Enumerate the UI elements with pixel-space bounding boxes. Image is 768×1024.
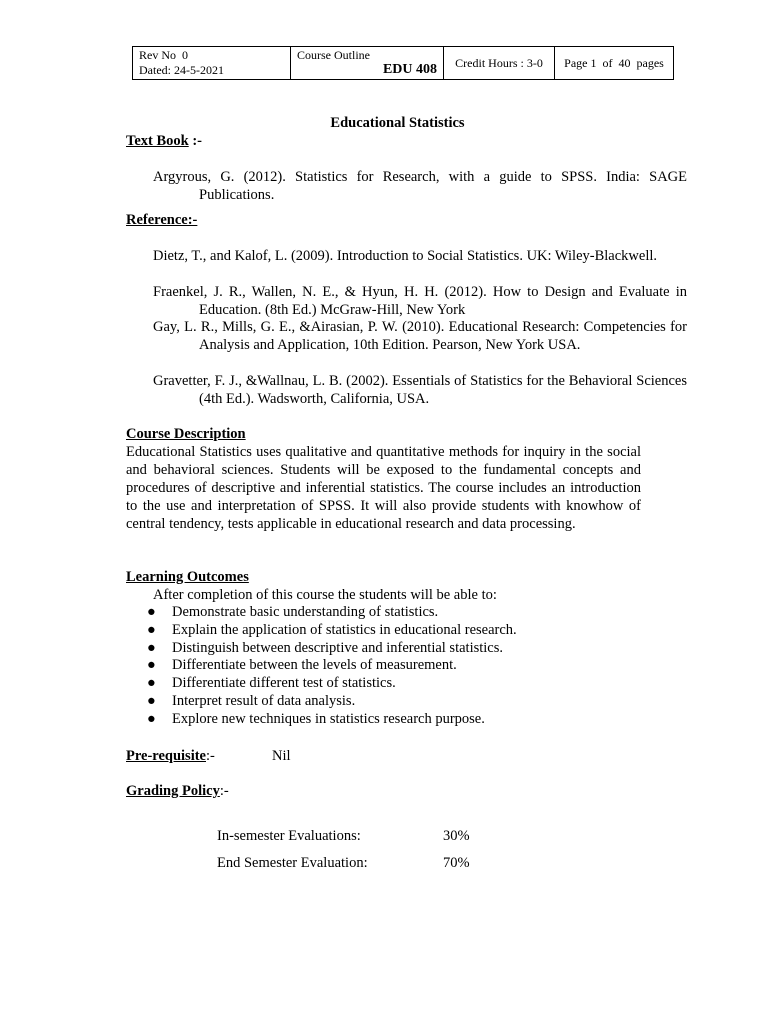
course-description-text: Educational Statistics uses qualitative and quantitative methods for inquiry in the social and behavioral sciences. Students will be exposed to the fundamental concepts and procedures of descriptive and inferential statistics. The course includes an introduction to the use and interpretation of SPSS. It will also provide students with knowhow of central tendency, tests applicable in educational research and data processing. [126,444,641,532]
bullet-icon: ● [147,604,156,620]
bullet-icon: ● [147,657,156,674]
grading-row-label: End Semester Evaluation: [217,855,368,871]
grading-row-value: 30% [443,828,470,844]
list-item: ● Differentiate different test of statistics. [147,675,396,692]
list-item: ● Explore new techniques in statistics research purpose. [147,710,485,727]
bullet-icon: ● [147,675,156,692]
revision-number: Rev No 0 [139,48,188,62]
course-outline-label: Course Outline [297,48,370,62]
page-count: Page 1 of 40 pages [555,47,674,80]
list-item: ● Explain the application of statistics in educational research. [147,621,517,638]
credit-hours: Credit Hours : 3-0 [444,47,555,80]
learning-outcomes-intro: After completion of this course the students will be able to: [153,587,497,603]
prerequisite-value: Nil [272,748,291,764]
reference-entry: Fraenkel, J. R., Wallen, N. E., & Hyun, H. H. (2012). How to Design and Evaluate in Education. (8th Ed.) McGraw-Hill, New York [153,284,687,318]
course-cell [291,47,444,80]
text-book-heading: Text Book :- [126,133,203,149]
reference-entry: Gay, L. R., Mills, G. E., &Airasian, P. W. (2010). Educational Research: Competencies for Analysis and Application, 10th Edition. Pearson, New York USA. [153,319,687,353]
course-description-heading: Course Description [126,426,246,442]
reference-heading: Reference:- [126,212,198,228]
course-code: EDU 408 [382,62,437,77]
page-title: Educational Statistics [330,115,465,131]
reference-entry: Gravetter, F. J., &Wallnau, L. B. (2002). Essentials of Statistics for the Behavioral Sciences (4th Ed.). Wadsworth, California, USA. [153,373,687,407]
list-item: ● Differentiate between the levels of measurement. [147,657,457,674]
list-item: ● Interpret result of data analysis. [147,692,356,709]
learning-outcomes-list [147,604,517,729]
list-item: ● Demonstrate basic understanding of statistics. [147,604,439,620]
grading-row-value: 70% [443,855,470,871]
grading-policy-heading: Grading Policy:- [126,783,229,799]
revision-date: Dated: 24-5-2021 [139,63,224,77]
prerequisite-heading: Pre-requisite:- [126,748,215,764]
grading-row-label: In-semester Evaluations: [217,828,361,844]
learning-outcomes-heading: Learning Outcomes [126,569,249,585]
reference-entry: Dietz, T., and Kalof, L. (2009). Introduction to Social Statistics. UK: Wiley-Blackwell. [153,248,657,264]
revision-cell [133,47,291,80]
list-item: ● Distinguish between descriptive and inferential statistics. [147,639,504,656]
header-table [132,46,674,80]
bullet-icon: ● [147,639,156,656]
bullet-icon: ● [147,621,156,638]
bullet-icon: ● [147,710,156,727]
text-book-entry: Argyrous, G. (2012). Statistics for Research, with a guide to SPSS. India: SAGE Publications. [153,169,687,203]
bullet-icon: ● [147,692,156,709]
